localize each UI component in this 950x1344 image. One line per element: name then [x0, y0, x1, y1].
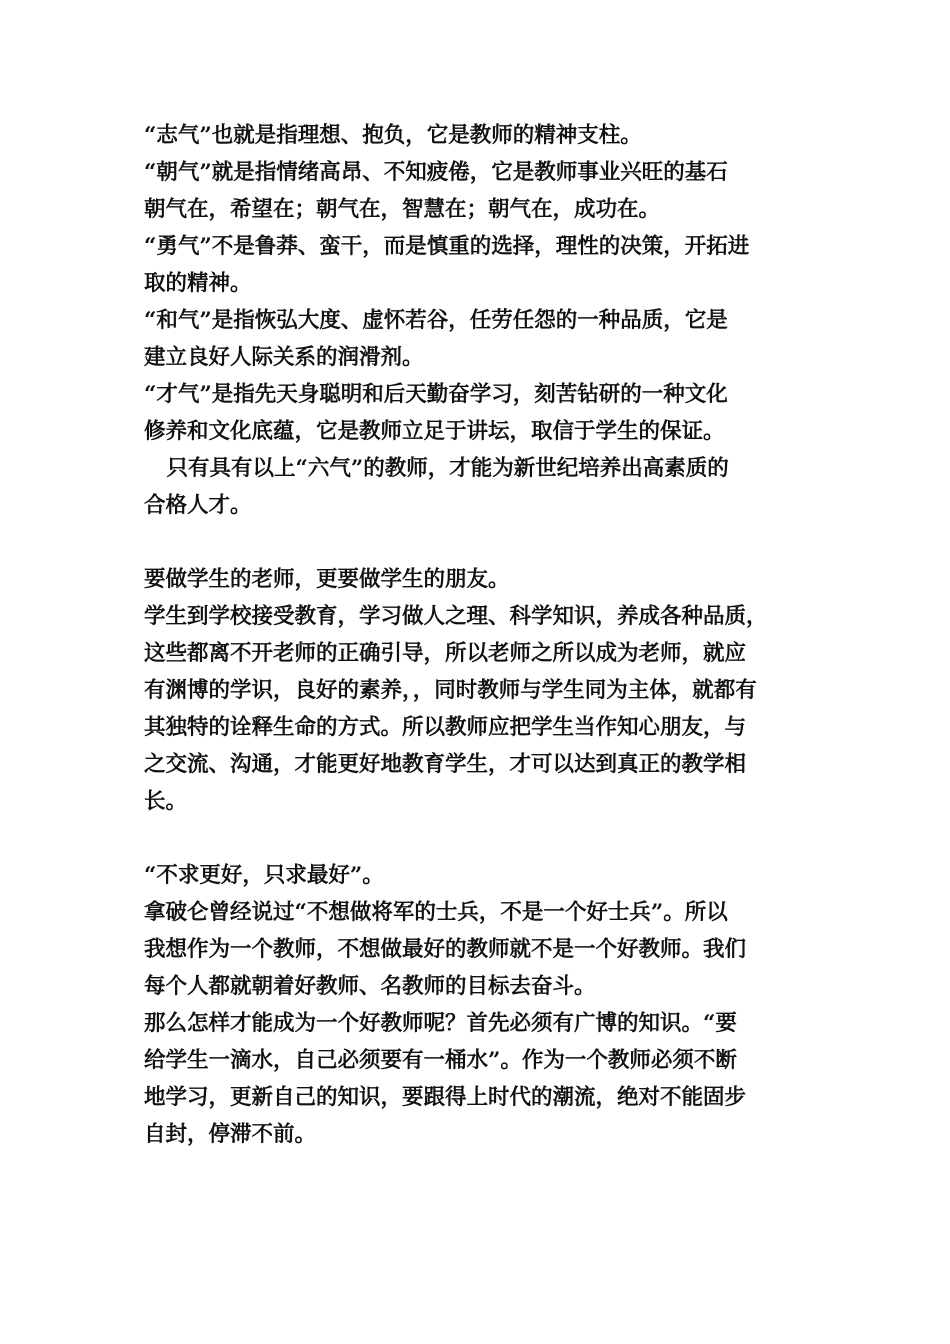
text-line: 这些都离不开老师的正确引导，所以老师之所以成为老师，就应 — [144, 641, 747, 666]
section-best-teacher — [144, 857, 814, 1153]
document-body — [144, 117, 814, 1153]
text-line: 取的精神。 — [144, 271, 252, 296]
text-line: 拿破仑曾经说过“不想做将军的士兵，不是一个好士兵”。所以 — [144, 900, 728, 925]
text-line: “朝气”就是指情绪高昂、不知疲倦，它是教师事业兴旺的基石 — [144, 160, 728, 185]
text-line: 学生到学校接受教育，学习做人之理、科学知识，养成各种品质， — [144, 604, 768, 629]
paragraph-spacer — [144, 524, 814, 561]
text-line: “和气”是指恢弘大度、虚怀若谷，任劳任怨的一种品质，它是 — [144, 308, 728, 333]
text-line: 建立良好人际关系的润滑剂。 — [144, 345, 424, 370]
text-line: 自封，停滞不前。 — [144, 1122, 317, 1147]
text-line: 每个人都就朝着好教师、名教师的目标去奋斗。 — [144, 974, 596, 999]
text-line: 给学生一滴水，自己必须要有一桶水”。作为一个教师必须不断 — [144, 1048, 737, 1073]
text-line: 那么怎样才能成为一个好教师呢？首先必须有广博的知识。“要 — [144, 1011, 737, 1036]
text-line: “勇气”不是鲁莽、蛮干，而是慎重的选择，理性的决策，开拓进 — [144, 234, 750, 259]
text-line: “志气”也就是指理想、抱负，它是教师的精神支柱。 — [144, 123, 642, 148]
text-line: 合格人才。 — [144, 493, 252, 518]
text-line: 有渊博的学识，良好的素养，，同时教师与学生同为主体，就都有 — [144, 678, 757, 703]
text-line: “才气”是指先天身聪明和后天勤奋学习，刻苦钻研的一种文化 — [144, 382, 728, 407]
text-line: 之交流、沟通，才能更好地教育学生，才可以达到真正的教学相 — [144, 752, 747, 777]
text-line: 地学习，更新自己的知识，要跟得上时代的潮流，绝对不能固步 — [144, 1085, 747, 1110]
text-line: 修养和文化底蕴，它是教师立足于讲坛，取信于学生的保证。 — [144, 419, 725, 444]
text-line: “不求更好，只求最好”。 — [144, 863, 384, 888]
text-line: 要做学生的老师，更要做学生的朋友。 — [144, 567, 510, 592]
text-line: 长。 — [144, 789, 188, 814]
paragraph-spacer — [144, 820, 814, 857]
text-line: 朝气在，希望在；朝气在，智慧在；朝气在，成功在。 — [144, 197, 661, 222]
text-line: 我想作为一个教师，不想做最好的教师就不是一个好教师。我们 — [144, 937, 747, 962]
text-line: 只有具有以上“六气”的教师，才能为新世纪培养出高素质的 — [144, 456, 729, 481]
section-six-qi — [144, 117, 814, 524]
text-line: 其独特的诠释生命的方式。所以教师应把学生当作知心朋友，与 — [144, 715, 747, 740]
section-teacher-friend — [144, 561, 814, 820]
